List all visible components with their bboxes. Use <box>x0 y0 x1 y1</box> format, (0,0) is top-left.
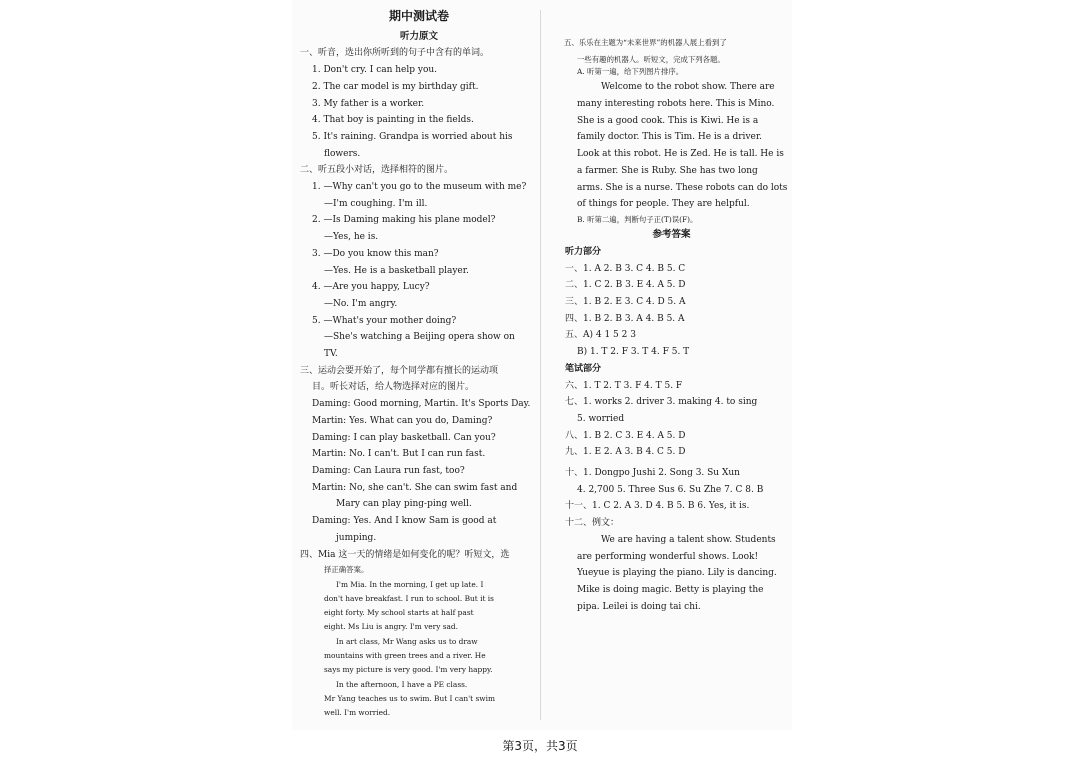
answer-line: 四、1. B 2. B 3. A 4. B 5. A <box>565 313 685 324</box>
q1-item: 2. The car model is my birthday gift. <box>312 81 479 92</box>
essay-line: pipa. Leilei is doing tai chi. <box>577 601 701 612</box>
q4-instruction: 择正确答案。 <box>324 565 369 575</box>
q2-line: —She's watching a Beijing opera show on <box>324 332 515 343</box>
q4-passage-line: says my picture is very good. I'm very happy. <box>324 665 493 675</box>
q1-instruction: 一、听音，选出你所听到的句子中含有的单词。 <box>300 48 490 59</box>
exam-title: 期中测试卷 <box>388 9 449 23</box>
answer-line: 十、1. Dongpo Jushi 2. Song 3. Su Xun <box>565 468 740 479</box>
q4-passage-line: In art class, Mr Wang asks us to draw <box>336 636 478 646</box>
q4-passage-line: mountains with green trees and a river. He <box>324 650 486 660</box>
answer-line: 5. worried <box>577 413 625 424</box>
q3-dialogue-line: jumping. <box>336 532 377 543</box>
q5-passage-line: of things for people. They are helpful. <box>577 199 750 210</box>
q5-passage-line: She is a good cook. This is Kiwi. He is a <box>577 115 759 126</box>
q2-line: 4. —Are you happy, Lucy? <box>312 282 430 293</box>
right-column <box>564 37 788 615</box>
answer-line: 十二、例文： <box>565 518 620 529</box>
q4-passage-line: eight forty. My school starts at half past <box>324 608 474 618</box>
q3-instruction: 三、运动会要开始了，每个同学都有擅长的运动项 <box>300 365 499 376</box>
answer-key-heading: 参考答案 <box>652 229 691 241</box>
q2-line: 3. —Do you know this man? <box>312 248 439 259</box>
answer-line: B) 1. T 2. F 3. T 4. F 5. T <box>577 347 690 358</box>
q5-part-a: A. 听第一遍，给下列图片排序。 <box>577 67 684 76</box>
answer-line: 九、1. E 2. A 3. B 4. C 5. D <box>565 447 686 458</box>
essay-line: We are having a talent show. Students <box>601 534 776 545</box>
q5-part-b: B. 听第二遍，判断句子正(T)误(F)。 <box>577 214 698 224</box>
q5-passage-line: many interesting robots here. This is Mino. <box>577 99 775 109</box>
q3-dialogue-line: Daming: Can Laura run fast, too? <box>312 465 465 476</box>
left-column <box>300 8 538 720</box>
q4-instruction: 四、Mia 这一天的情绪是如何变化的呢？听短文，选 <box>300 549 510 560</box>
q4-passage-line: I'm Mia. In the morning, I get up late. I <box>336 579 484 589</box>
q5-instruction: 一些有趣的机器人。听短文，完成下列各题。 <box>577 55 725 64</box>
listening-text-heading: 听力原文 <box>399 30 438 42</box>
q4-passage-line: well. I'm worried. <box>324 708 391 718</box>
q1-item: 1. Don't cry. I can help you. <box>312 65 438 76</box>
answer-line: 七、1. works 2. driver 3. making 4. to sing <box>565 397 758 408</box>
q1-item: flowers. <box>324 148 361 159</box>
answer-line: 二、1. C 2. B 3. E 4. A 5. D <box>565 280 686 291</box>
q4-passage-line: Mr Yang teaches us to swim. But I can't swim <box>324 693 495 703</box>
q4-passage-line: In the afternoon, I have a PE class. <box>336 679 468 689</box>
q5-instruction: 五、乐乐在主题为“未来世界”的机器人展上看到了 <box>564 38 727 47</box>
page-footer: 第3页，共3页 <box>502 739 578 753</box>
q3-dialogue-line: Mary can play ping-ping well. <box>336 499 472 510</box>
q2-line: —I'm coughing. I'm ill. <box>324 198 428 209</box>
q3-dialogue-line: Daming: I can play basketball. Can you? <box>312 432 496 443</box>
q1-item: 5. It's raining. Grandpa is worried about his <box>312 131 513 142</box>
q4-passage-line: eight. Ms Liu is angry. I'm very sad. <box>324 622 459 632</box>
q3-dialogue-line: Martin: No, she can't. She can swim fast and <box>312 482 518 493</box>
answer-line: 一、1. A 2. B 3. C 4. B 5. C <box>565 263 686 274</box>
writing-section-heading: 笔试部分 <box>565 363 602 374</box>
q5-passage-line: family doctor. This is Tim. He is a driver. <box>577 132 763 143</box>
answer-line: 三、1. B 2. E 3. C 4. D 5. A <box>565 297 686 308</box>
q2-line: 1. —Why can't you go to the museum with me? <box>312 182 527 193</box>
q2-line: —No. I'm angry. <box>324 298 398 309</box>
answer-line: 十一、1. C 2. A 3. D 4. B 5. B 6. Yes, it is. <box>565 501 750 512</box>
page-fold-divider <box>540 10 541 720</box>
q2-line: —Yes. He is a basketball player. <box>324 265 469 276</box>
essay-line: Yueyue is playing the piano. Lily is dancing. <box>577 568 777 579</box>
answer-line: 4. 2,700 5. Three Sus 6. Su Zhe 7. C 8. B <box>577 484 764 495</box>
q3-dialogue-line: Daming: Yes. And I know Sam is good at <box>312 516 497 527</box>
q3-dialogue-line: Martin: No. I can't. But I can run fast. <box>312 449 486 460</box>
q5-passage-line: Welcome to the robot show. There are <box>601 82 775 93</box>
listening-section-heading: 听力部分 <box>565 246 602 257</box>
q5-passage-line: a farmer. She is Ruby. She has two long <box>577 165 758 176</box>
q3-dialogue-line: Daming: Good morning, Martin. It's Sports Day. <box>312 399 531 410</box>
q1-item: 3. My father is a worker. <box>312 98 425 109</box>
q3-instruction: 目。听长对话，给人物选择对应的图片。 <box>312 382 475 393</box>
essay-line: Mike is doing magic. Betty is playing the <box>577 584 764 595</box>
q4-passage-line: don't have breakfast. I run to school. But it is <box>324 593 494 603</box>
q2-line: 5. —What's your mother doing? <box>312 315 457 326</box>
q1-item: 4. That boy is painting in the fields. <box>312 115 474 126</box>
answer-line: 五、A) 4 1 5 2 3 <box>565 330 636 341</box>
q3-dialogue-line: Martin: Yes. What can you do, Daming? <box>312 415 493 426</box>
q5-passage-line: arms. She is a nurse. These robots can do lots <box>577 182 788 193</box>
answer-line: 八、1. B 2. C 3. E 4. A 5. D <box>565 430 686 441</box>
answer-line: 六、1. T 2. T 3. F 4. T 5. F <box>565 380 683 391</box>
q2-line: TV. <box>324 349 338 360</box>
q2-instruction: 二、听五段小对话，选择相符的图片。 <box>300 165 454 176</box>
q2-line: 2. —Is Daming making his plane model? <box>312 215 496 226</box>
essay-line: are performing wonderful shows. Look! <box>577 551 759 562</box>
q2-line: —Yes, he is. <box>324 232 379 243</box>
q5-passage-line: Look at this robot. He is Zed. He is tall. He is <box>577 149 784 160</box>
